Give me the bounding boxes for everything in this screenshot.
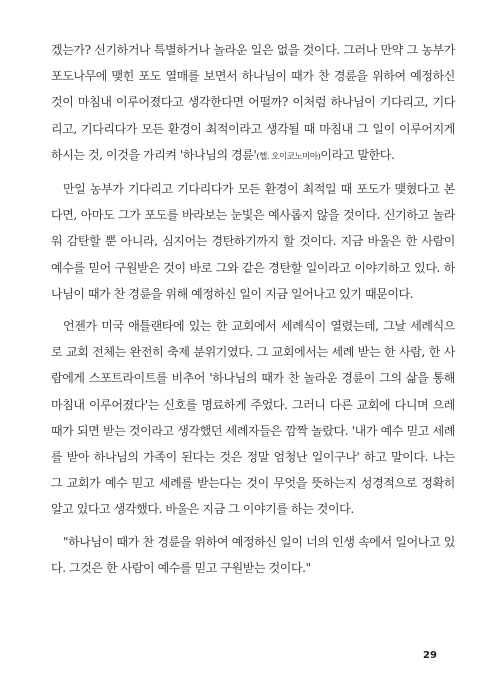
paragraph-2: 만일 농부가 기다리고 기다리다가 모든 환경이 최적일 때 포도가 맺혔다고 본다면, 아마도 그가 포도를 바라보는 눈빛은 예사롭지 않을 것이다. 신기하고 놀라워 감탄할 뿐 아니라, 심지어는 경탄하기까지 할 것이다. 지금 바울은 한 사람이 예수를 믿어 구원받은 것이 바로 그와 같은 경탄할 일이라고 이야기하고 있다. 하나님이 때가 찬 경륜을 위해 예정하신 일이 지금 일어나고 있기 때문이다. [51, 182, 455, 301]
paragraph-1-text: 겠는가? 신기하거나 특별하거나 놀라운 일은 없을 것이다. 그러나 만약 그 농부가 포도나무에 맺힌 포도 열매를 보면서 하나님이 때가 찬 경륜을 위하여 예정하신 것이 마침내 이루어졌다고 생각한다면 어떨까? 이처럼 하나님이 기다리고, 기다리고, 기다리다가 모든 환경이 최적이라고 생각될 때 마침내 그 일이 이루어지게 하시는 것, 이것을 가리켜 '하나님의 경륜' [51, 43, 455, 162]
page-number: 29 [423, 650, 437, 661]
paragraph-1 [51, 37, 455, 170]
paragraph-1-text-end: 이라고 말한다. [320, 147, 395, 162]
paragraph-4: "하나님이 때가 찬 경륜을 위하여 예정하신 일이 너의 인생 속에서 일어나고 있다. 그것은 한 사람이 예수를 믿고 구원받는 것이다." [51, 534, 455, 575]
body-text [51, 37, 455, 587]
paragraph-3: 언젠가 미국 애틀랜타에 있는 한 교회에서 세례식이 열렸는데, 그날 세례식으로 교회 전체는 완전히 축제 분위기였다. 그 교회에서는 세례 받는 한 사람, 한 사람에게 스포트라이트를 비추어 '하나님의 때가 찬 놀라운 경륜이 그의 삶을 통해 마침내 이루어졌다'는 신호를 명료하게 주었다. 그러니 다른 교회에 다니며 으레 때가 되면 받는 것이라고 생각했던 세례자들은 깜짝 놀랐다. '내가 예수 믿고 세례를 받아 하나님의 가족이 된다는 것은 정말 엄청난 일이구나' 하고 말이다. 나는 그 교회가 예수 믿고 세례를 받는다는 것이 무엇을 뜻하는지 성경적으로 정확히 알고 있다고 생각했다. 바울은 지금 그 이야기를 하는 것이다. [51, 319, 455, 517]
greek-term-note: (헬. 오이코노미아) [256, 151, 321, 162]
